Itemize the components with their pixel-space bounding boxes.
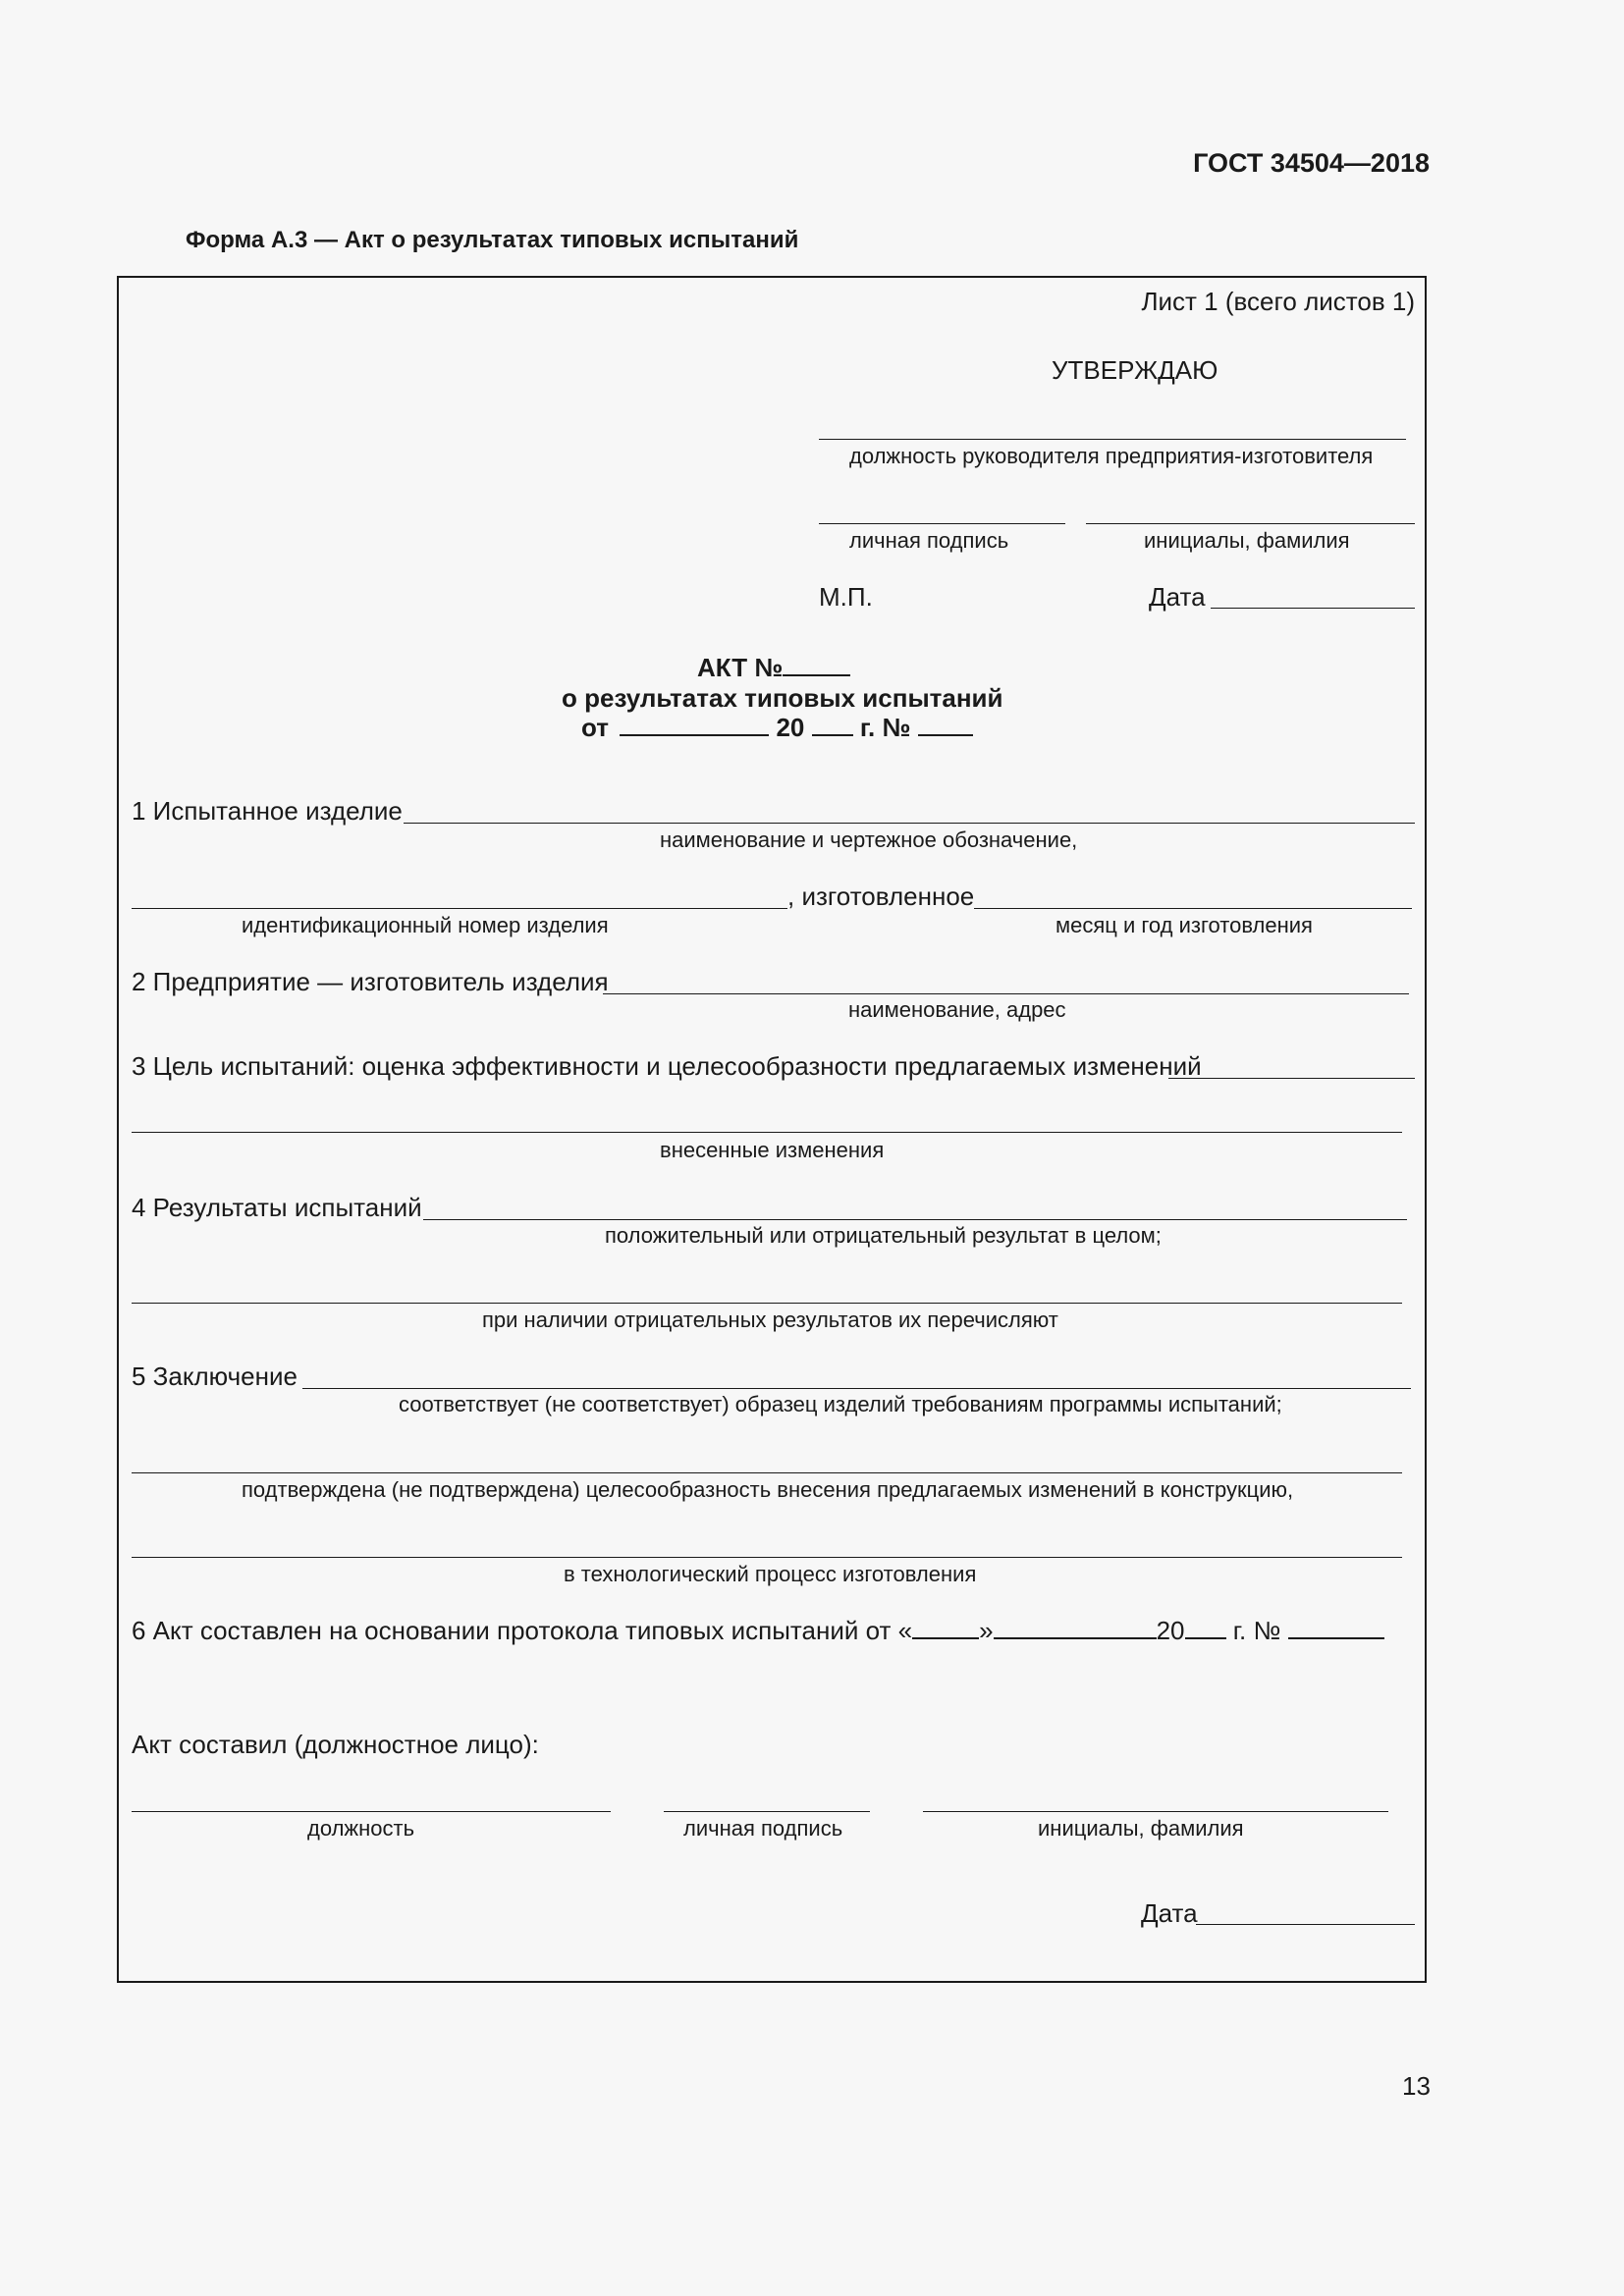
compiled-position-line bbox=[132, 1811, 611, 1812]
act-date-heading: от 20 г. № bbox=[581, 713, 973, 743]
item-5-label: 5 Заключение bbox=[132, 1362, 298, 1391]
compiled-by-label: Акт составил (должностное лицо): bbox=[132, 1730, 539, 1759]
seal-label: М.П. bbox=[819, 582, 873, 612]
standard-number: ГОСТ 34504—2018 bbox=[1193, 148, 1430, 178]
item-3-label: 3 Цель испытаний: оценка эффективности и целесообразности предлагаемых изменений bbox=[132, 1051, 1202, 1081]
item-3-caption: внесенные изменения bbox=[660, 1138, 885, 1162]
item-3-changes-line bbox=[132, 1132, 1402, 1133]
item-1-label: 1 Испытанное изделие bbox=[132, 796, 403, 826]
item-2-line bbox=[603, 993, 1409, 994]
compiled-date-label: Дата bbox=[1141, 1898, 1198, 1928]
approval-position-caption: должность руководителя предприятия-изготовителя bbox=[849, 444, 1374, 468]
form-title: Форма А.3 — Акт о результатах типовых испытаний bbox=[186, 227, 799, 253]
item-4-line bbox=[423, 1219, 1407, 1220]
approval-date-line bbox=[1211, 608, 1415, 609]
approval-name-line bbox=[1086, 523, 1415, 524]
act-subject-heading: о результатах типовых испытаний bbox=[562, 683, 1003, 713]
item-4-line-2 bbox=[132, 1303, 1402, 1304]
item-1-id-line bbox=[132, 908, 787, 909]
item-5-caption-1: соответствует (не соответствует) образец изделий требованиям программы испытаний; bbox=[399, 1392, 1282, 1416]
item-1-manufactured-label: , изготовленное bbox=[787, 881, 975, 911]
approval-date-label: Дата bbox=[1149, 582, 1206, 612]
page-number: 13 bbox=[1402, 2071, 1431, 2101]
item-4-label: 4 Результаты испытаний bbox=[132, 1193, 422, 1222]
compiled-date-line bbox=[1196, 1924, 1415, 1925]
approval-signature-caption: личная подпись bbox=[849, 528, 1009, 553]
item-1-caption: наименование и чертежное обозначение, bbox=[660, 828, 1078, 852]
item-1-id-caption: идентификационный номер изделия bbox=[242, 913, 609, 937]
item-4-caption-2: при наличии отрицательных результатов их перечисляют bbox=[482, 1308, 1058, 1332]
item-2-label: 2 Предприятие — изготовитель изделия bbox=[132, 967, 609, 996]
item-5-line-2 bbox=[132, 1472, 1402, 1473]
item-4-caption-1: положительный или отрицательный результат в целом; bbox=[605, 1223, 1162, 1248]
act-number-heading: АКТ № bbox=[697, 653, 850, 683]
item-3-line bbox=[1168, 1078, 1415, 1079]
compiled-position-caption: должность bbox=[307, 1816, 415, 1841]
item-5-caption-3: в технологический процесс изготовления bbox=[564, 1562, 977, 1586]
approval-signature-line bbox=[819, 523, 1065, 524]
approval-name-caption: инициалы, фамилия bbox=[1144, 528, 1350, 553]
compiled-name-caption: инициалы, фамилия bbox=[1038, 1816, 1244, 1841]
item-5-caption-2: подтверждена (не подтверждена) целесообразность внесения предлагаемых изменений в конструкцию, bbox=[242, 1477, 1294, 1502]
item-2-caption: наименование, адрес bbox=[848, 997, 1066, 1022]
approval-title: УТВЕРЖДАЮ bbox=[1052, 355, 1218, 385]
item-1-line bbox=[404, 823, 1415, 824]
compiled-signature-caption: личная подпись bbox=[683, 1816, 843, 1841]
item-1-date-caption: месяц и год изготовления bbox=[1056, 913, 1313, 937]
compiled-signature-line bbox=[664, 1811, 870, 1812]
item-1-date-line bbox=[974, 908, 1412, 909]
compiled-name-line bbox=[923, 1811, 1388, 1812]
item-5-line bbox=[302, 1388, 1411, 1389]
item-5-line-3 bbox=[132, 1557, 1402, 1558]
sheet-counter: Лист 1 (всего листов 1) bbox=[1141, 287, 1415, 316]
item-6-text: 6 Акт составлен на основании протокола типовых испытаний от « » 20 г. № bbox=[132, 1616, 1384, 1646]
approval-position-line bbox=[819, 439, 1406, 440]
